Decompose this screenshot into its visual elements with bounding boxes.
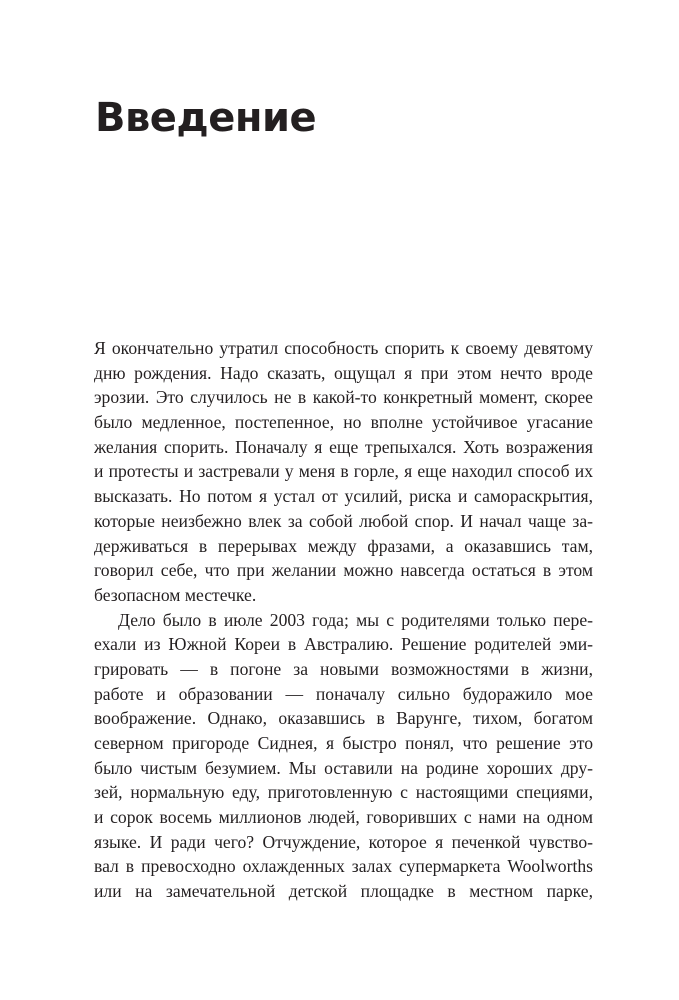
- text-line: и сорок восемь миллионов людей, говоривших с нами на одном: [94, 807, 593, 828]
- text-line: работе и образовании — поначалу сильно будоражило мое: [94, 683, 593, 704]
- text-line: ехали из Южной Кореи в Австралию. Решение родителей эми-: [94, 634, 593, 655]
- text-line: воображение. Однако, оказавшись в Варунге, тихом, богатом: [94, 708, 593, 729]
- text-line: желания спорить. Поначалу я еще трепыхался. Хоть возражения: [94, 436, 593, 457]
- text-line: и протесты и застревали у меня в горле, я еще находил способ их: [94, 461, 593, 482]
- paragraph: [94, 336, 593, 608]
- text-line: дню рождения. Надо сказать, ощущал я при этом нечто вроде: [94, 362, 593, 383]
- text-line: эрозии. Это случилось не в какой-то конкретный момент, скорее: [94, 387, 593, 408]
- text-line: говорил себе, что при желании можно навсегда остаться в этом: [94, 560, 593, 581]
- text-line: которые неизбежно влек за собой любой спор. И начал чаще за-: [94, 510, 593, 531]
- chapter-body: [94, 336, 593, 904]
- text-line: Я окончательно утратил способность спорить к своему девятому: [94, 338, 593, 358]
- chapter-title: Введение: [95, 95, 317, 141]
- text-line: вал в превосходно охлажденных залах супермаркета Woolworths: [94, 856, 593, 877]
- text-line: Дело было в июле 2003 года; мы с родителями только пере-: [118, 609, 593, 630]
- text-line: зей, нормальную еду, приготовленную с настоящими специями,: [94, 782, 593, 803]
- paragraph: [94, 608, 593, 904]
- text-line: было чистым безумием. Мы оставили на родине хороших дру-: [94, 757, 593, 778]
- text-line: северном пригороде Сиднея, я быстро понял, что решение это: [94, 733, 593, 753]
- text-line: было медленное, постепенное, но вполне устойчивое угасание: [94, 412, 593, 433]
- text-line: безопасном местечке.: [94, 584, 257, 605]
- text-line: грировать — в погоне за новыми возможностями в жизни,: [94, 658, 593, 679]
- text-line: или на замечательной детской площадке в местном парке,: [94, 881, 593, 902]
- text-line: языке. И ради чего? Отчуждение, которое я печенкой чувство-: [94, 831, 593, 852]
- text-line: высказать. Но потом я устал от усилий, риска и самораскрытия,: [94, 486, 593, 507]
- text-line: держиваться в перерывах между фразами, а оказавшись там,: [94, 535, 593, 556]
